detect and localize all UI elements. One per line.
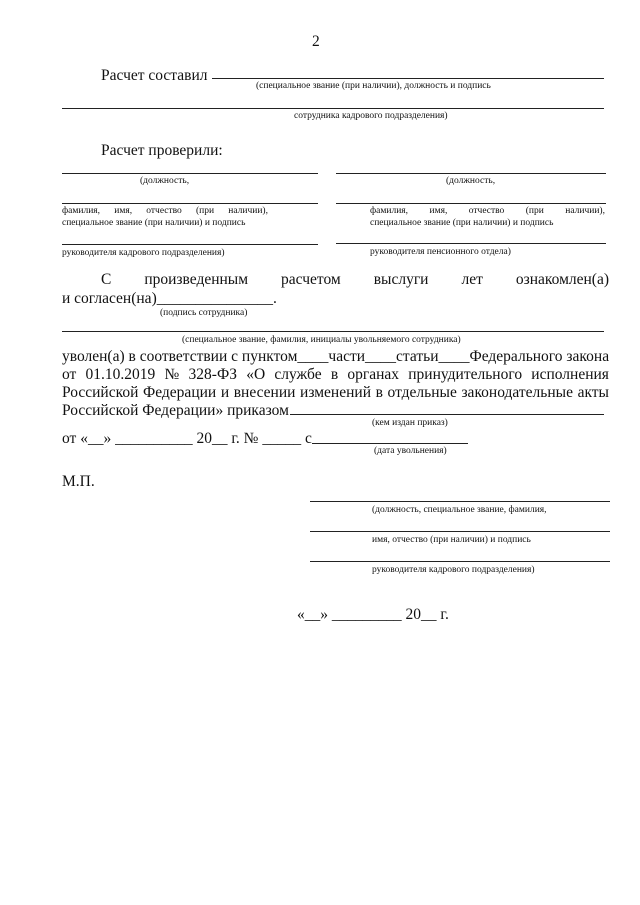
left-position-caption: (должность, <box>140 176 190 186</box>
calc-author-signature-line[interactable] <box>212 78 604 79</box>
hr-head-line-2[interactable] <box>310 531 610 532</box>
page-number: 2 <box>312 33 320 50</box>
right-fio-line[interactable] <box>336 203 606 204</box>
calc-checked-label: Расчет проверили: <box>101 142 223 159</box>
acquaint-line-1: С произведенным расчетом выслуги лет ознакомлен(а) <box>101 271 609 288</box>
calc-author-caption-2: сотрудника кадрового подразделения) <box>294 111 448 121</box>
dismissal-line-1: уволен(а) в соответствии с пунктом____ части____ статьи____ Федерального закона <box>62 348 610 365</box>
right-fio-caption-2: специальное звание (при наличии) и подпись <box>370 218 554 228</box>
calc-author-label: Расчет составил <box>101 67 208 84</box>
signature-date[interactable]: «__» _________ 20__ г. <box>297 606 449 623</box>
acquaint-sign-caption: (подпись сотрудника) <box>160 308 248 318</box>
calc-author-caption-1: (специальное звание (при наличии), должность и подпись <box>256 81 491 91</box>
dismissal-line-3: Российской Федерации и внесении изменений в отдельные законодательные акты <box>62 384 609 401</box>
acquaint-line-2: и согласен(на)_______________. <box>62 290 277 307</box>
employee-caption: (специальное звание, фамилия, инициалы увольняемого сотрудника) <box>182 335 461 345</box>
dismissal-date-caption: (дата увольнения) <box>374 446 447 456</box>
hr-head-caption-1: (должность, специальное звание, фамилия, <box>372 505 547 515</box>
left-head-line[interactable] <box>62 244 318 245</box>
dismissal-line-2: от 01.10.2019 № 328-ФЗ «О службе в органах принудительного исполнения <box>62 366 609 383</box>
dismissal-date-line[interactable] <box>312 443 468 444</box>
right-head-caption: руководителя пенсионного отдела) <box>370 247 511 257</box>
order-date-line: от «__» __________ 20__ г. № _____ с <box>62 430 312 447</box>
seal-place: М.П. <box>62 473 95 490</box>
hr-head-line-3[interactable] <box>310 561 610 562</box>
order-issuer-line[interactable] <box>290 414 604 415</box>
left-position-line[interactable] <box>62 173 318 174</box>
left-fio-caption-2: специальное звание (при наличии) и подпись <box>62 218 246 228</box>
hr-head-line-1[interactable] <box>310 501 610 502</box>
hr-head-caption-3: руководителя кадрового подразделения) <box>372 565 535 575</box>
calc-author-second-line[interactable] <box>62 108 604 109</box>
right-position-line[interactable] <box>336 173 606 174</box>
dismissal-line-4: Российской Федерации» приказом <box>62 402 289 419</box>
issuer-caption: (кем издан приказ) <box>372 418 448 428</box>
left-fio-caption-1: фамилия, имя, отчество (при наличии), <box>62 206 268 216</box>
right-position-caption: (должность, <box>446 176 496 186</box>
right-fio-caption-1: фамилия, имя, отчество (при наличии), <box>370 206 605 216</box>
left-fio-line[interactable] <box>62 203 318 204</box>
employee-line[interactable] <box>62 331 604 332</box>
hr-head-caption-2: имя, отчество (при наличии) и подпись <box>372 535 531 545</box>
right-head-line[interactable] <box>336 243 606 244</box>
left-head-caption: руководителя кадрового подразделения) <box>62 248 225 258</box>
